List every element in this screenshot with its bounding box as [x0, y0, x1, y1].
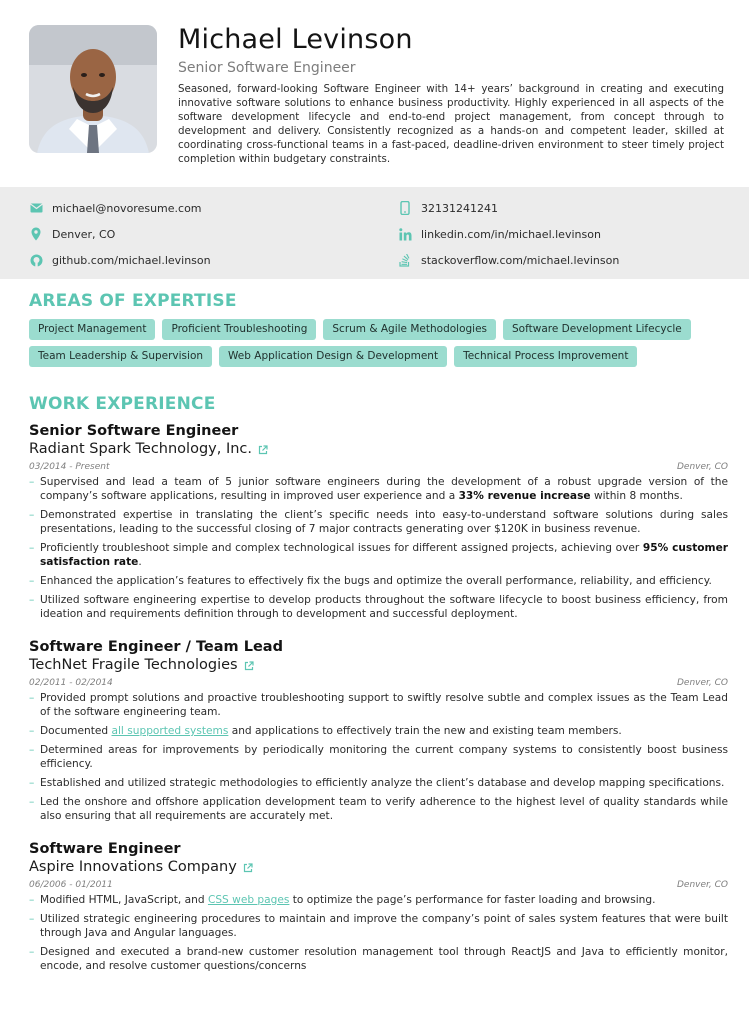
external-link-icon[interactable]	[258, 445, 268, 455]
company-name: Radiant Spark Technology, Inc.	[29, 441, 252, 457]
bullet-item: – Led the onshore and offshore application development team to verify adherence to the highest level of quality standards while also ensuring that all requirements are accurately met.	[29, 795, 728, 823]
bullet-item: – Documented all supported systems and applications to effectively train the new and existing team members.	[29, 724, 728, 738]
expertise-tag: Project Management	[29, 319, 155, 340]
job-bullets	[29, 691, 728, 823]
supported-systems-link[interactable]: all supported systems	[111, 725, 229, 737]
phone-icon	[398, 201, 412, 215]
job-dates: 03/2014 - Present	[29, 462, 110, 472]
expertise-tag: Web Application Design & Development	[219, 346, 447, 367]
contact-phone[interactable]	[398, 199, 498, 217]
expertise-tag: Scrum & Agile Methodologies	[323, 319, 496, 340]
expertise-tag: Team Leadership & Supervision	[29, 346, 212, 367]
candidate-name: Michael Levinson	[178, 24, 413, 55]
github-icon	[29, 253, 43, 267]
bullet-item: – Supervised and lead a team of 5 junior software engineers during the development of a robust upgrade version of the company’s software applications, resulting in improved user experience and a 33% revenue increase within 8 months.	[29, 475, 728, 503]
professional-summary: Seasoned, forward-looking Software Engineer with 14+ years’ background in creating and executing innovative software solutions to enhance business productivity. Highly experienced in all aspects of the software development lifecycle and end-to-end project management, from concept through to development and delivery. Consistently recognized as a hands-on and competent leader, skilled at coordinating cross-functional teams in a fast-paced, deadline-driven environment to steer timely project completion within budgetary constraints.	[178, 83, 724, 165]
job-location: Denver, CO	[677, 462, 728, 472]
location-pin-icon	[29, 227, 43, 241]
contact-stackoverflow[interactable]	[398, 251, 619, 269]
company-name: TechNet Fragile Technologies	[29, 657, 238, 673]
external-link-icon[interactable]	[243, 863, 253, 873]
job-entry	[29, 422, 728, 626]
bullet-item: – Enhanced the application’s features to effectively fix the bugs and optimize the overall performance, reliability, and efficiency.	[29, 574, 728, 588]
bullet-item: – Designed and executed a brand-new customer resolution management tool through ReactJS and Java to efficiently monitor, encode, and resolve customer questions/concerns	[29, 945, 728, 973]
bullet-item: – Established and utilized strategic methodologies to efficiently analyze the client’s database and develop mapping specifications.	[29, 776, 728, 790]
expertise-tag: Technical Process Improvement	[454, 346, 637, 367]
job-meta	[29, 459, 728, 475]
css-web-pages-link[interactable]: CSS web pages	[207, 894, 290, 906]
job-bullets	[29, 475, 728, 621]
job-company[interactable]	[29, 858, 728, 877]
profile-photo	[29, 25, 157, 153]
stackoverflow-icon	[398, 253, 412, 267]
contact-github[interactable]	[29, 251, 211, 269]
job-bullets	[29, 893, 728, 973]
email-text: michael@novoresume.com	[52, 201, 202, 215]
job-role: Software Engineer	[29, 841, 181, 857]
contact-email[interactable]	[29, 199, 202, 217]
external-link-icon[interactable]	[244, 661, 254, 671]
candidate-title: Senior Software Engineer	[178, 60, 356, 76]
job-company[interactable]	[29, 440, 728, 459]
job-location: Denver, CO	[677, 880, 728, 890]
work-experience-heading: WORK EXPERIENCE	[29, 394, 216, 414]
resume-header	[0, 0, 749, 187]
stackoverflow-text: stackoverflow.com/michael.levinson	[421, 253, 620, 267]
contact-bar	[0, 187, 749, 279]
bullet-item: – Modified HTML, JavaScript, and CSS web pages to optimize the page’s performance for faster loading and browsing.	[29, 893, 728, 907]
contact-location	[29, 225, 115, 243]
bullet-item: – Proficiently troubleshoot simple and complex technological issues for different assigned projects, achieving over 95% customer satisfaction rate.	[29, 541, 728, 569]
job-meta	[29, 877, 728, 893]
contact-linkedin[interactable]	[398, 225, 601, 243]
job-meta	[29, 675, 728, 691]
bullet-item: – Determined areas for improvements by periodically monitoring the current company systems to consistently boost business efficiency.	[29, 743, 728, 771]
job-location: Denver, CO	[677, 678, 728, 688]
linkedin-icon	[398, 227, 412, 241]
expertise-row	[29, 319, 729, 340]
expertise-tag: Proficient Troubleshooting	[162, 319, 316, 340]
job-dates: 02/2011 - 02/2014	[29, 678, 113, 688]
job-role: Software Engineer / Team Lead	[29, 639, 283, 655]
phone-text: 32131241241	[421, 201, 498, 215]
job-entry	[29, 638, 728, 828]
email-icon	[29, 201, 43, 215]
expertise-row	[29, 346, 729, 367]
location-text: Denver, CO	[52, 227, 116, 241]
expertise-tag: Software Development Lifecycle	[503, 319, 691, 340]
linkedin-text: linkedin.com/in/michael.levinson	[421, 227, 601, 241]
job-dates: 06/2006 - 01/2011	[29, 880, 113, 890]
bullet-item: – Demonstrated expertise in translating the client’s specific needs into easy-to-understand software solutions during sales presentations, leading to the successful closing of 7 major contracts generating over $120K in business revenue.	[29, 508, 728, 536]
job-role: Senior Software Engineer	[29, 423, 239, 439]
bullet-item: – Utilized strategic engineering procedures to maintain and improve the company’s point of sales system features that were built through Java and Angular languages.	[29, 912, 728, 940]
company-name: Aspire Innovations Company	[29, 859, 237, 875]
expertise-heading: AREAS OF EXPERTISE	[29, 291, 237, 311]
job-company[interactable]	[29, 656, 728, 675]
person-portrait-image	[29, 25, 157, 153]
bullet-item: – Utilized software engineering expertise to develop products throughout the software lifecycle to boost business efficiency, from ideation and requirements definition through to development and successful deployment.	[29, 593, 728, 621]
github-text: github.com/michael.levinson	[52, 253, 211, 267]
bullet-item: – Provided prompt solutions and proactive troubleshooting support to swiftly resolve subtle and complex issues as the Team Lead of the software engineering team.	[29, 691, 728, 719]
expertise-tags	[29, 319, 729, 373]
job-entry	[29, 840, 728, 978]
